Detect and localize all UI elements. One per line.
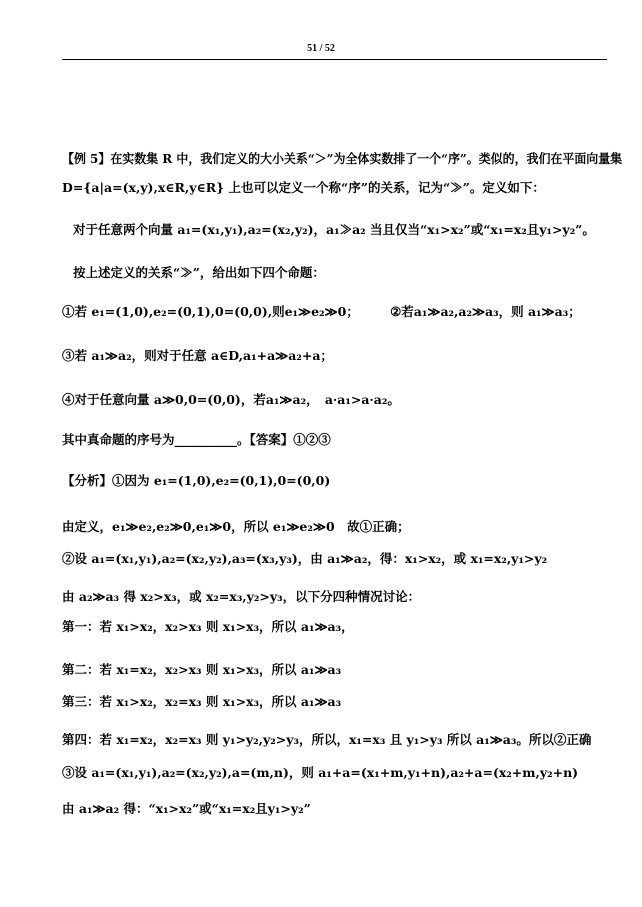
text-line-l4: 按上述定义的关系“≫”，给出如下四个命题： xyxy=(73,265,325,280)
text-line-l9: 【分析】①因为 e₁=(1,0),e₂=(0,1),0=(0,0) xyxy=(62,473,331,488)
text-line-l3: 对于任意两个向量 a₁=(x₁,y₁),a₂=(x₂,y₂)，a₁≫a₂ 当且仅当“x₁>x₂”或“x₁=x₂且y₁>y₂”。 xyxy=(73,222,595,237)
text-line-l2: D={a|a=(x,y),x∈R,y∈R} 上也可以定义一个称“序”的关系，记为“≫”。定义如下： xyxy=(62,180,545,195)
text-line-l18: 由 a₁≫a₂ 得：“x₁>x₂”或“x₁=x₂且y₁>y₂” xyxy=(62,801,311,816)
text-line-l13: 第一：若 x₁>x₂，x₂>x₃ 则 x₁>x₃，所以 a₁≫a₃， xyxy=(62,619,354,634)
text-line-l7: ④对于任意向量 a≫0,0=(0,0)，若a₁≫a₂， a·a₁>a·a₂。 xyxy=(62,392,400,407)
text-line-l16: 第四：若 x₁=x₂，x₂=x₃ 则 y₁>y₂,y₂>y₃，所以，x₁=x₃ 且 y₁>y₃ 所以 a₁≫a₃。所以②正确 xyxy=(62,732,592,747)
text-line-l6: ③若 a₁≫a₂，则对于任意 a∈D,a₁+a≫a₂+a； xyxy=(62,348,333,363)
text-line-l10: 由定义，e₁≫e₂,e₂≫0,e₁≫0，所以 e₁≫e₂≫0 故①正确； xyxy=(62,519,410,534)
text-line-l14: 第二：若 x₁=x₂，x₂>x₃ 则 x₁>x₃，所以 a₁≫a₃ xyxy=(62,662,342,677)
header-divider xyxy=(62,59,607,60)
text-line-l5: ①若 e₁=(1,0),e₂=(0,1),0=(0,0),则e₁≫e₂≫0； ②若a₁≫a₂,a₂≫a₃，则 a₁≫a₃； xyxy=(62,304,581,319)
text-line-l12: 由 a₂≫a₃ 得 x₂>x₃，或 x₂=x₃,y₂>y₃，以下分四种情况讨论： xyxy=(62,589,421,604)
page-number: 51 / 52 xyxy=(307,43,335,54)
text-line-l8: 其中真命题的序号为__________。【答案】①②③ xyxy=(62,432,331,447)
text-line-l11: ②设 a₁=(x₁,y₁),a₂=(x₂,y₂),a₃=(x₃,y₃)，由 a₁≫a₂，得：x₁>x₂，或 x₁=x₂,y₁>y₂ xyxy=(62,551,548,566)
text-line-l1: 【例 5】在实数集 R 中，我们定义的大小关系“＞”为全体实数排了一个“序”。类似的，我们在平面向量集 xyxy=(62,151,623,166)
text-line-l17: ③设 a₁=(x₁,y₁),a₂=(x₂,y₂),a=(m,n)，则 a₁+a=(x₁+m,y₁+n),a₂+a=(x₂+m,y₂+n) xyxy=(62,765,579,780)
text-line-l15: 第三：若 x₁>x₂，x₂=x₃ 则 x₁>x₃，所以 a₁≫a₃ xyxy=(62,694,342,709)
